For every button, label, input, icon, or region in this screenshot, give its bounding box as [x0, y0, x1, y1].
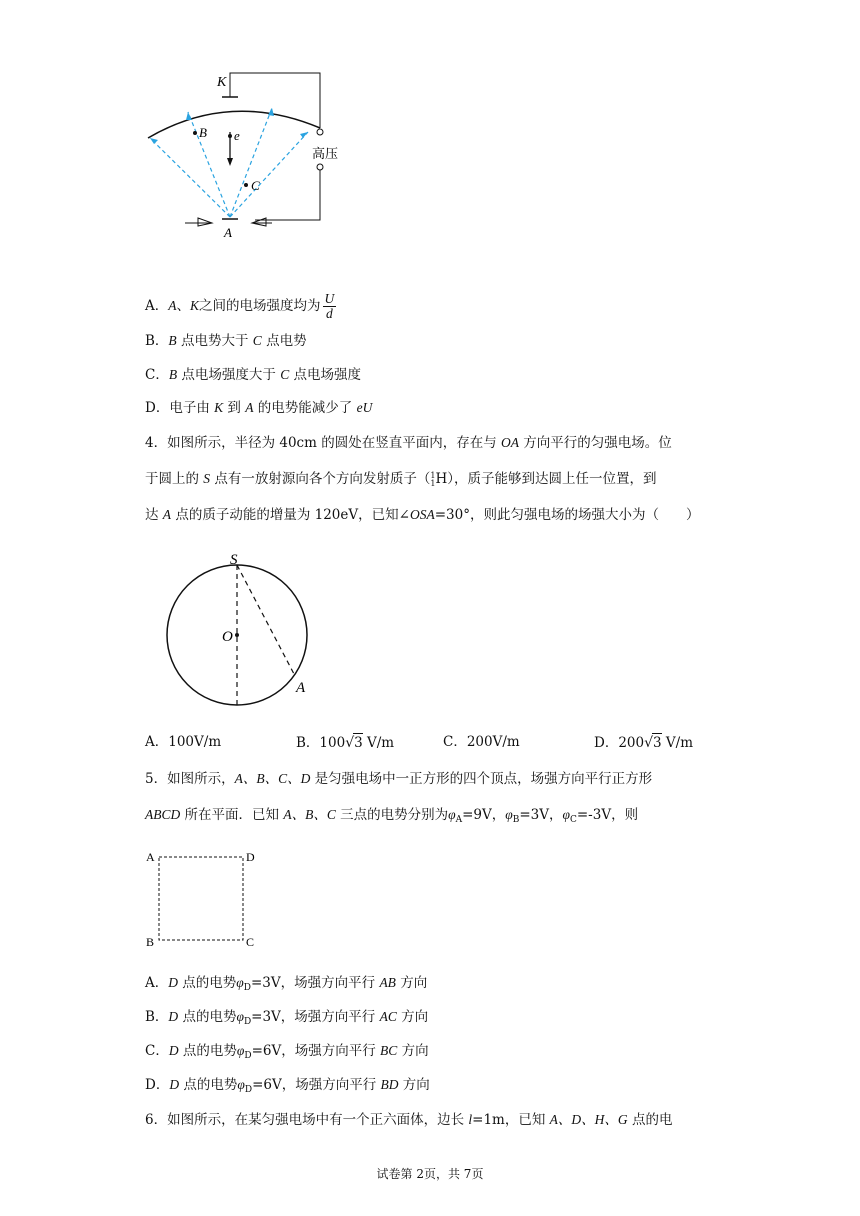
q4-option-d: D．200√3 V/m [594, 735, 693, 751]
label-D: D [246, 850, 255, 864]
q5-stem-line2: ABCD 所在平面．已知 A、B、C 三点的电势分别为$\varphi_A=9V$，$\varphi_B=3V$，$\varphi_C=-3V$，则 [145, 807, 639, 825]
page-footer: 试卷第 2页，共 7页 [376, 1167, 484, 1181]
label-B: B [199, 125, 207, 140]
q4-option-c: C．200V/m [443, 734, 520, 750]
q3-option-c: C．B 点电场强度大于 C 点电场强度 [145, 367, 361, 383]
q5-option-a: A．D 点的电势$\varphi_D=3V$，场强方向平行 AB 方向 [145, 975, 428, 993]
q3-option-a: A．A、K之间的电场强度均为 $\frac{U}{d}$ [145, 291, 335, 321]
label-K: K [217, 75, 227, 90]
q4-stem-line3: 达 A 点的质子动能的增量为 120eV，已知∠OSA=30°，则此匀强电场的场强大小为（ ） [145, 507, 700, 523]
q4-option-b: B．100√3 V/m [296, 735, 395, 751]
q3-option-b: B．B 点电势大于 C 点电势 [145, 333, 307, 349]
label-B: B [146, 935, 155, 949]
q4-stem-line1: 4．如图所示，半径为 40cm 的圆处在竖直平面内，存在与 OA 方向平行的匀强电场。位 [145, 435, 672, 451]
q5-option-b: B．D 点的电势$\varphi_D=3V$，场强方向平行 AC 方向 [145, 1009, 429, 1027]
label-C: C [246, 935, 255, 949]
label-O: O [222, 629, 233, 645]
fraction-u-over-d: $\frac{U}{d}$ [324, 291, 335, 321]
label-e: e [234, 128, 240, 143]
q3-option-d: D．电子由 K 到 A 的电势能减少了 eU [145, 400, 373, 416]
q5-option-c: C．D 点的电势$\varphi_D=6V$，场强方向平行 BC 方向 [145, 1043, 429, 1061]
cathode-anode-figure [140, 70, 360, 240]
circle-field-figure [160, 550, 330, 710]
square-abcd-figure [142, 845, 272, 955]
label-C: C [251, 178, 260, 193]
label-A: A [224, 225, 232, 240]
q5-stem-line1: 5．如图所示，A、B、C、D 是匀强电场中一正方形的四个顶点，场强方向平行正方形 [145, 771, 653, 787]
label-high-voltage: 高压 [312, 146, 339, 161]
label-A: A [296, 680, 306, 696]
q6-stem-line1: 6．如图所示，在某匀强电场中有一个正六面体，边长 l=1m，已知 A、D、H、G 点的电 [145, 1112, 673, 1128]
q5-option-d: D．D 点的电势$\varphi_D=6V$，场强方向平行 BD 方向 [145, 1077, 430, 1095]
q4-option-a: A．100V/m [145, 734, 222, 750]
label-A: A [146, 850, 155, 864]
label-S: S [230, 552, 238, 568]
q4-stem-line2: 于圆上的 S 点有一放射源向各个方向发射质子（ 1 1 H），质子能够到达圆上任一位置，到 [145, 470, 657, 488]
